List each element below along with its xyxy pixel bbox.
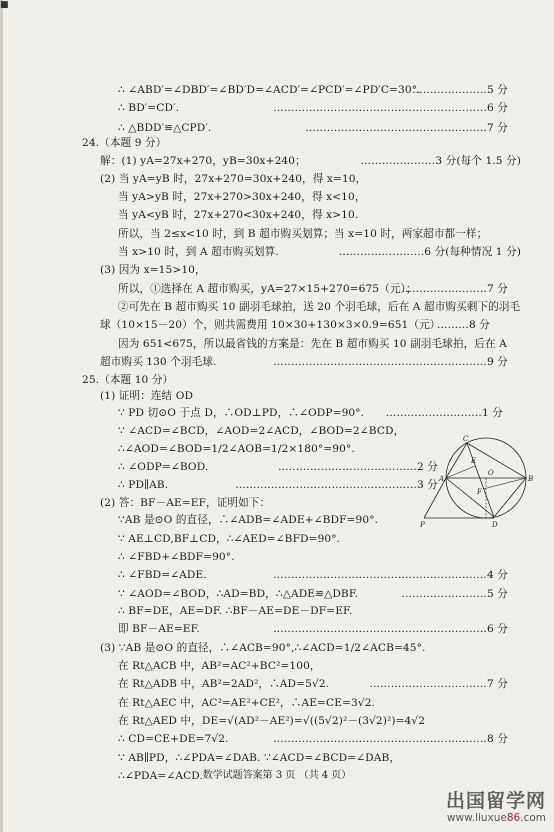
answer-text: 因为 651<675，所以最省钱的方案是：先在 B 超市购买 10 副羽毛球拍，后在 A — [118, 338, 507, 350]
answer-text: 所以，①选择在 A 超市购买，yA=27×15+270=675（元）； — [118, 283, 417, 295]
answer-line — [0, 619, 554, 639]
answer-line — [0, 403, 554, 423]
score-points: …………………………………2 分 — [277, 461, 438, 473]
label-o: O — [488, 469, 494, 477]
score-points: ……………………………………………7 分 — [305, 122, 508, 134]
site-watermark — [396, 790, 546, 826]
watermark-title: 出国留学网 — [445, 790, 546, 812]
label-f: F — [477, 488, 482, 496]
answer-line — [0, 711, 554, 731]
label-a: A — [439, 475, 445, 483]
answer-line — [0, 748, 554, 768]
score-points: ……………………6 分(每种情况 1 分) — [338, 246, 521, 258]
label-d: D — [492, 521, 498, 529]
score-points: ……………………………………………………4 分 — [273, 569, 508, 581]
label-p: P — [420, 521, 425, 529]
watermark-url-prefix: www.liuxue — [446, 812, 507, 824]
answer-text: ∴∠AOD=∠BOD=1/2∠AOB=1/2×180°=90°. — [118, 443, 355, 455]
answer-text: 在 Rt△ACB 中，AB²=AC²+BC²=100， — [118, 660, 321, 672]
answer-line — [0, 187, 554, 207]
answer-text: 当 x>10 时，到 A 超市购买划算. — [118, 246, 279, 258]
answer-line — [0, 80, 554, 100]
geometry-svg — [420, 434, 538, 546]
answer-text: ∵ ∠ACD=∠BCD，∠AOD=2∠ACD，∠BOD=2∠BCD， — [118, 425, 405, 437]
answer-line — [0, 656, 554, 676]
answer-text: ∴ CD=CE+DE=7√2. — [118, 733, 229, 745]
answer-text: 即 BF－AE=EF. — [118, 623, 200, 635]
geometry-figure — [420, 434, 538, 546]
answer-text: ∵AB 是⊙O 的直径，∴∠ADB=∠ADE+∠BDF=90°. — [118, 514, 379, 526]
answer-text: ∴ ∠ABD′=∠DBD′=∠BD′D=∠ACD′=∠PCD′=∠PD′C=30°. — [118, 84, 421, 96]
score-points: ……………………………………………3 分 — [235, 479, 438, 491]
watermark-url-accent: 86 — [506, 812, 521, 824]
answer-text: 超市购买 130 个羽毛球. — [100, 356, 217, 368]
score-points: ……………………………………………………6 分 — [273, 102, 508, 114]
answer-line — [0, 674, 554, 694]
label-c: C — [463, 435, 469, 443]
answer-line — [0, 297, 554, 317]
answer-line — [0, 224, 554, 244]
score-points: …………………5 分 — [412, 84, 508, 96]
score-points: ……………………5 分 — [401, 588, 508, 600]
answer-line — [0, 729, 554, 749]
answer-line — [0, 98, 554, 118]
label-b: B — [528, 475, 534, 483]
answer-text: 在 Rt△ADB 中，AB²=2AD²，∴AD=5√2. — [118, 678, 330, 690]
label-e: E — [471, 457, 477, 465]
answer-text: 在 Rt△AEC 中，AC²=AE²+CE²，∴AE=CE=3√2. — [118, 697, 376, 709]
score-points: ………………………1 分 — [385, 407, 503, 419]
answer-text: (3) 因为 x=15>10， — [100, 264, 206, 276]
answer-text: 解：(1) yA=27x+270，yB=30x+240； — [100, 155, 306, 167]
answer-text: ∴ ∠FBD+∠BDF=90°. — [118, 551, 235, 563]
answer-text: ∴ △BDD′≌△CPD′. — [118, 122, 212, 134]
answer-text: ∴ ∠FBD=∠ADE. — [118, 569, 207, 581]
answer-line — [0, 352, 554, 372]
answer-text: 25.（本题 10 分） — [82, 374, 174, 386]
answer-text: 24.（本题 9 分） — [82, 137, 167, 149]
answer-text: 所以，当 2≤x<10 时，到 B 超市购买划算；当 x=10 时，两家超市都一样； — [118, 228, 488, 240]
segment-pa — [424, 478, 446, 518]
answer-line — [0, 334, 554, 354]
score-points: ……………………7 分 — [401, 283, 508, 295]
answer-text: 在 Rt△AED 中，DE=√(AD²－AE²)=√((5√2)²－(3√2)²)=4√2 — [118, 715, 426, 727]
segment-bf — [483, 478, 526, 489]
page-footer: 数学试题答案第 3 页 （共 4 页） — [202, 770, 352, 781]
answer-text: ∵ AE⊥CD,BF⊥CD，∴∠AED=∠BFD=90°. — [118, 533, 341, 545]
answer-text: ∴ ∠ODP=∠BOD. — [118, 461, 209, 473]
answer-text: ∵ ∠AOD=∠BOD，∴AD=BD，∴△ADE≌△DBF. — [118, 588, 359, 600]
answer-line — [0, 151, 554, 171]
answer-line — [0, 693, 554, 713]
answer-line — [0, 315, 554, 335]
score-points: ……………………………7 分 — [369, 678, 508, 690]
corner-mark: ■ — [0, 0, 9, 10]
answer-text: 当 yA>yB 时，27x+270>30x+240，得 x<10， — [118, 191, 366, 203]
answer-text: ∴ PD∥AB. — [118, 479, 169, 491]
answer-text: ∴∠PDA=∠ACD. — [118, 770, 203, 782]
segment-ae — [446, 466, 475, 478]
answer-text: (2) 答：BF－AE=EF，证明如下： — [100, 497, 271, 509]
score-points: ……………………………………………………8 分 — [273, 733, 508, 745]
answer-line — [0, 601, 554, 621]
answer-line — [0, 205, 554, 225]
answer-text: (1) 证明：连结 OD — [100, 390, 194, 402]
chord-ca — [446, 443, 467, 478]
answer-text: ∴ BD′=CD′. — [118, 102, 180, 114]
answer-text: ②可先在 B 超市购买 10 副羽毛球拍，送 20 个羽毛球，后在 A 超市购买剩下的羽毛 — [118, 301, 521, 313]
answer-line — [0, 547, 554, 567]
answer-text: 当 yA<yB 时，27x+270<30x+240，得 x>10. — [118, 209, 359, 221]
score-points: …………………3 分(每个 1.5 分) — [360, 155, 521, 167]
answer-line — [0, 260, 554, 280]
answer-text: ∵ PD 切⊙O 于点 D，∴OD⊥PD，∴∠ODP=90°. — [118, 407, 365, 419]
answer-text: ∴ BF=DE，AE=DF. ∴BF－AE=DE－DF=EF. — [118, 605, 353, 617]
score-points: ……………………………………………………6 分 — [273, 623, 508, 635]
watermark-url-suffix: .com — [520, 812, 546, 824]
answer-line — [0, 279, 554, 299]
answer-line — [0, 242, 554, 262]
answer-line — [0, 638, 554, 658]
answer-text: (3) ∵AB 是⊙O 的直径，∴∠ACB=90°,∴∠ACD=1/2∠ACB=45°. — [100, 642, 426, 654]
answer-line — [0, 169, 554, 189]
answer-text: (2) 当 yA=yB 时，27x+270=30x+240，得 x=10， — [100, 173, 367, 185]
answer-text: ∵ AB∥PD，∴∠PDA=∠DAB. ∵∠ACD=∠BCD=∠DAB， — [118, 752, 401, 764]
score-points: ………8 分 — [436, 319, 490, 331]
answer-text: 球（10×15－20）个，则共需费用 10×30+130×3×0.9=651（元）. — [100, 319, 444, 331]
answer-line — [0, 565, 554, 585]
watermark-url — [396, 812, 546, 824]
score-points: ……………………………………………………9 分 — [273, 356, 508, 368]
answer-line — [0, 133, 554, 153]
